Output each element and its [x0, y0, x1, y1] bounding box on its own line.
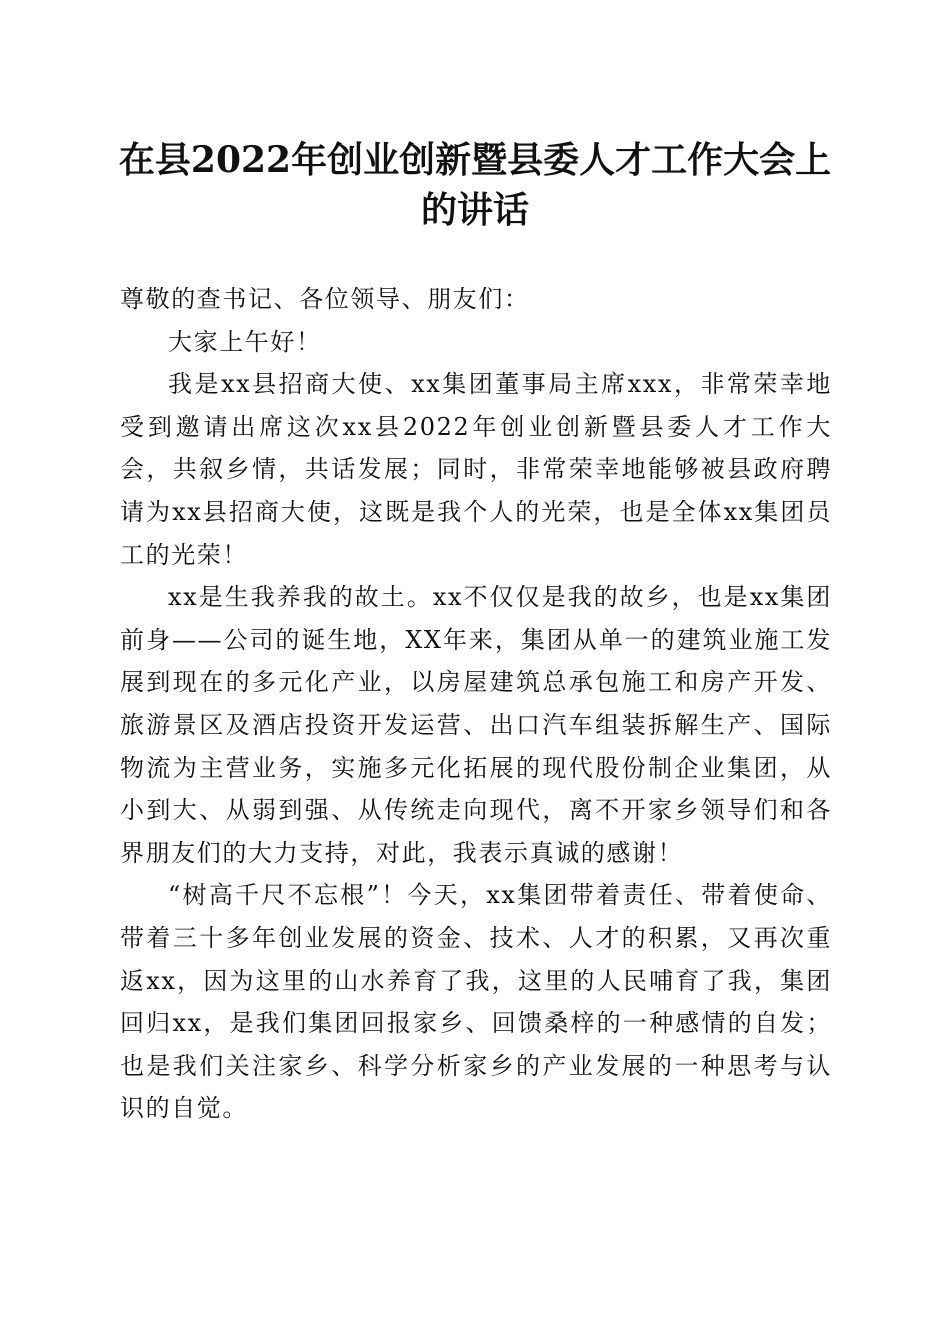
paragraph-introduction: 我是xx县招商大使、xx集团董事局主席xxx，非常荣幸地受到邀请出席这次xx县2022年创业创新暨县委人才工作大会，共叙乡情，共话发展；同时，非常荣幸地能够被县政府聘请为xx县招商大使，这既是我个人的光荣，也是全体xx集团员工的光荣！ [120, 370, 832, 569]
document-title: 在县2022年创业创新暨县委人才工作大会上的讲话 [118, 139, 832, 231]
paragraph-greeting: 大家上午好！ [168, 327, 322, 356]
paragraph-return: “树高千尺不忘根”！今天，xx集团带着责任、带着使命、带着三十多年创业发展的资金、技术、人才的积累，又再次重返xx，因为这里的山水养育了我，这里的人民哺育了我，集团回归xx，是我们集团回报家乡、回馈桑梓的一种感情的自发；也是我们关注家乡、科学分析家乡的产业发展的一种思考与认识的自觉。 [120, 881, 832, 1123]
salutation: 尊敬的查书记、各位领导、朋友们： [120, 285, 530, 313]
document-body [120, 278, 832, 1130]
paragraph-hometown: xx是生我养我的故土。xx不仅仅是我的故乡，也是xx集团前身——公司的诞生地，XX年来，集团从单一的建筑业施工发展到现在的多元化产业，以房屋建筑总承包施工和房产开发、旅游景区及酒店投资开发运营、出口汽车组装拆解生产、国际物流为主营业务，实施多元化拓展的现代股份制企业集团，从小到大、从弱到强、从传统走向现代，离不开家乡领导们和各界朋友们的大力支持，对此，我表示真诚的感谢！ [120, 583, 832, 867]
